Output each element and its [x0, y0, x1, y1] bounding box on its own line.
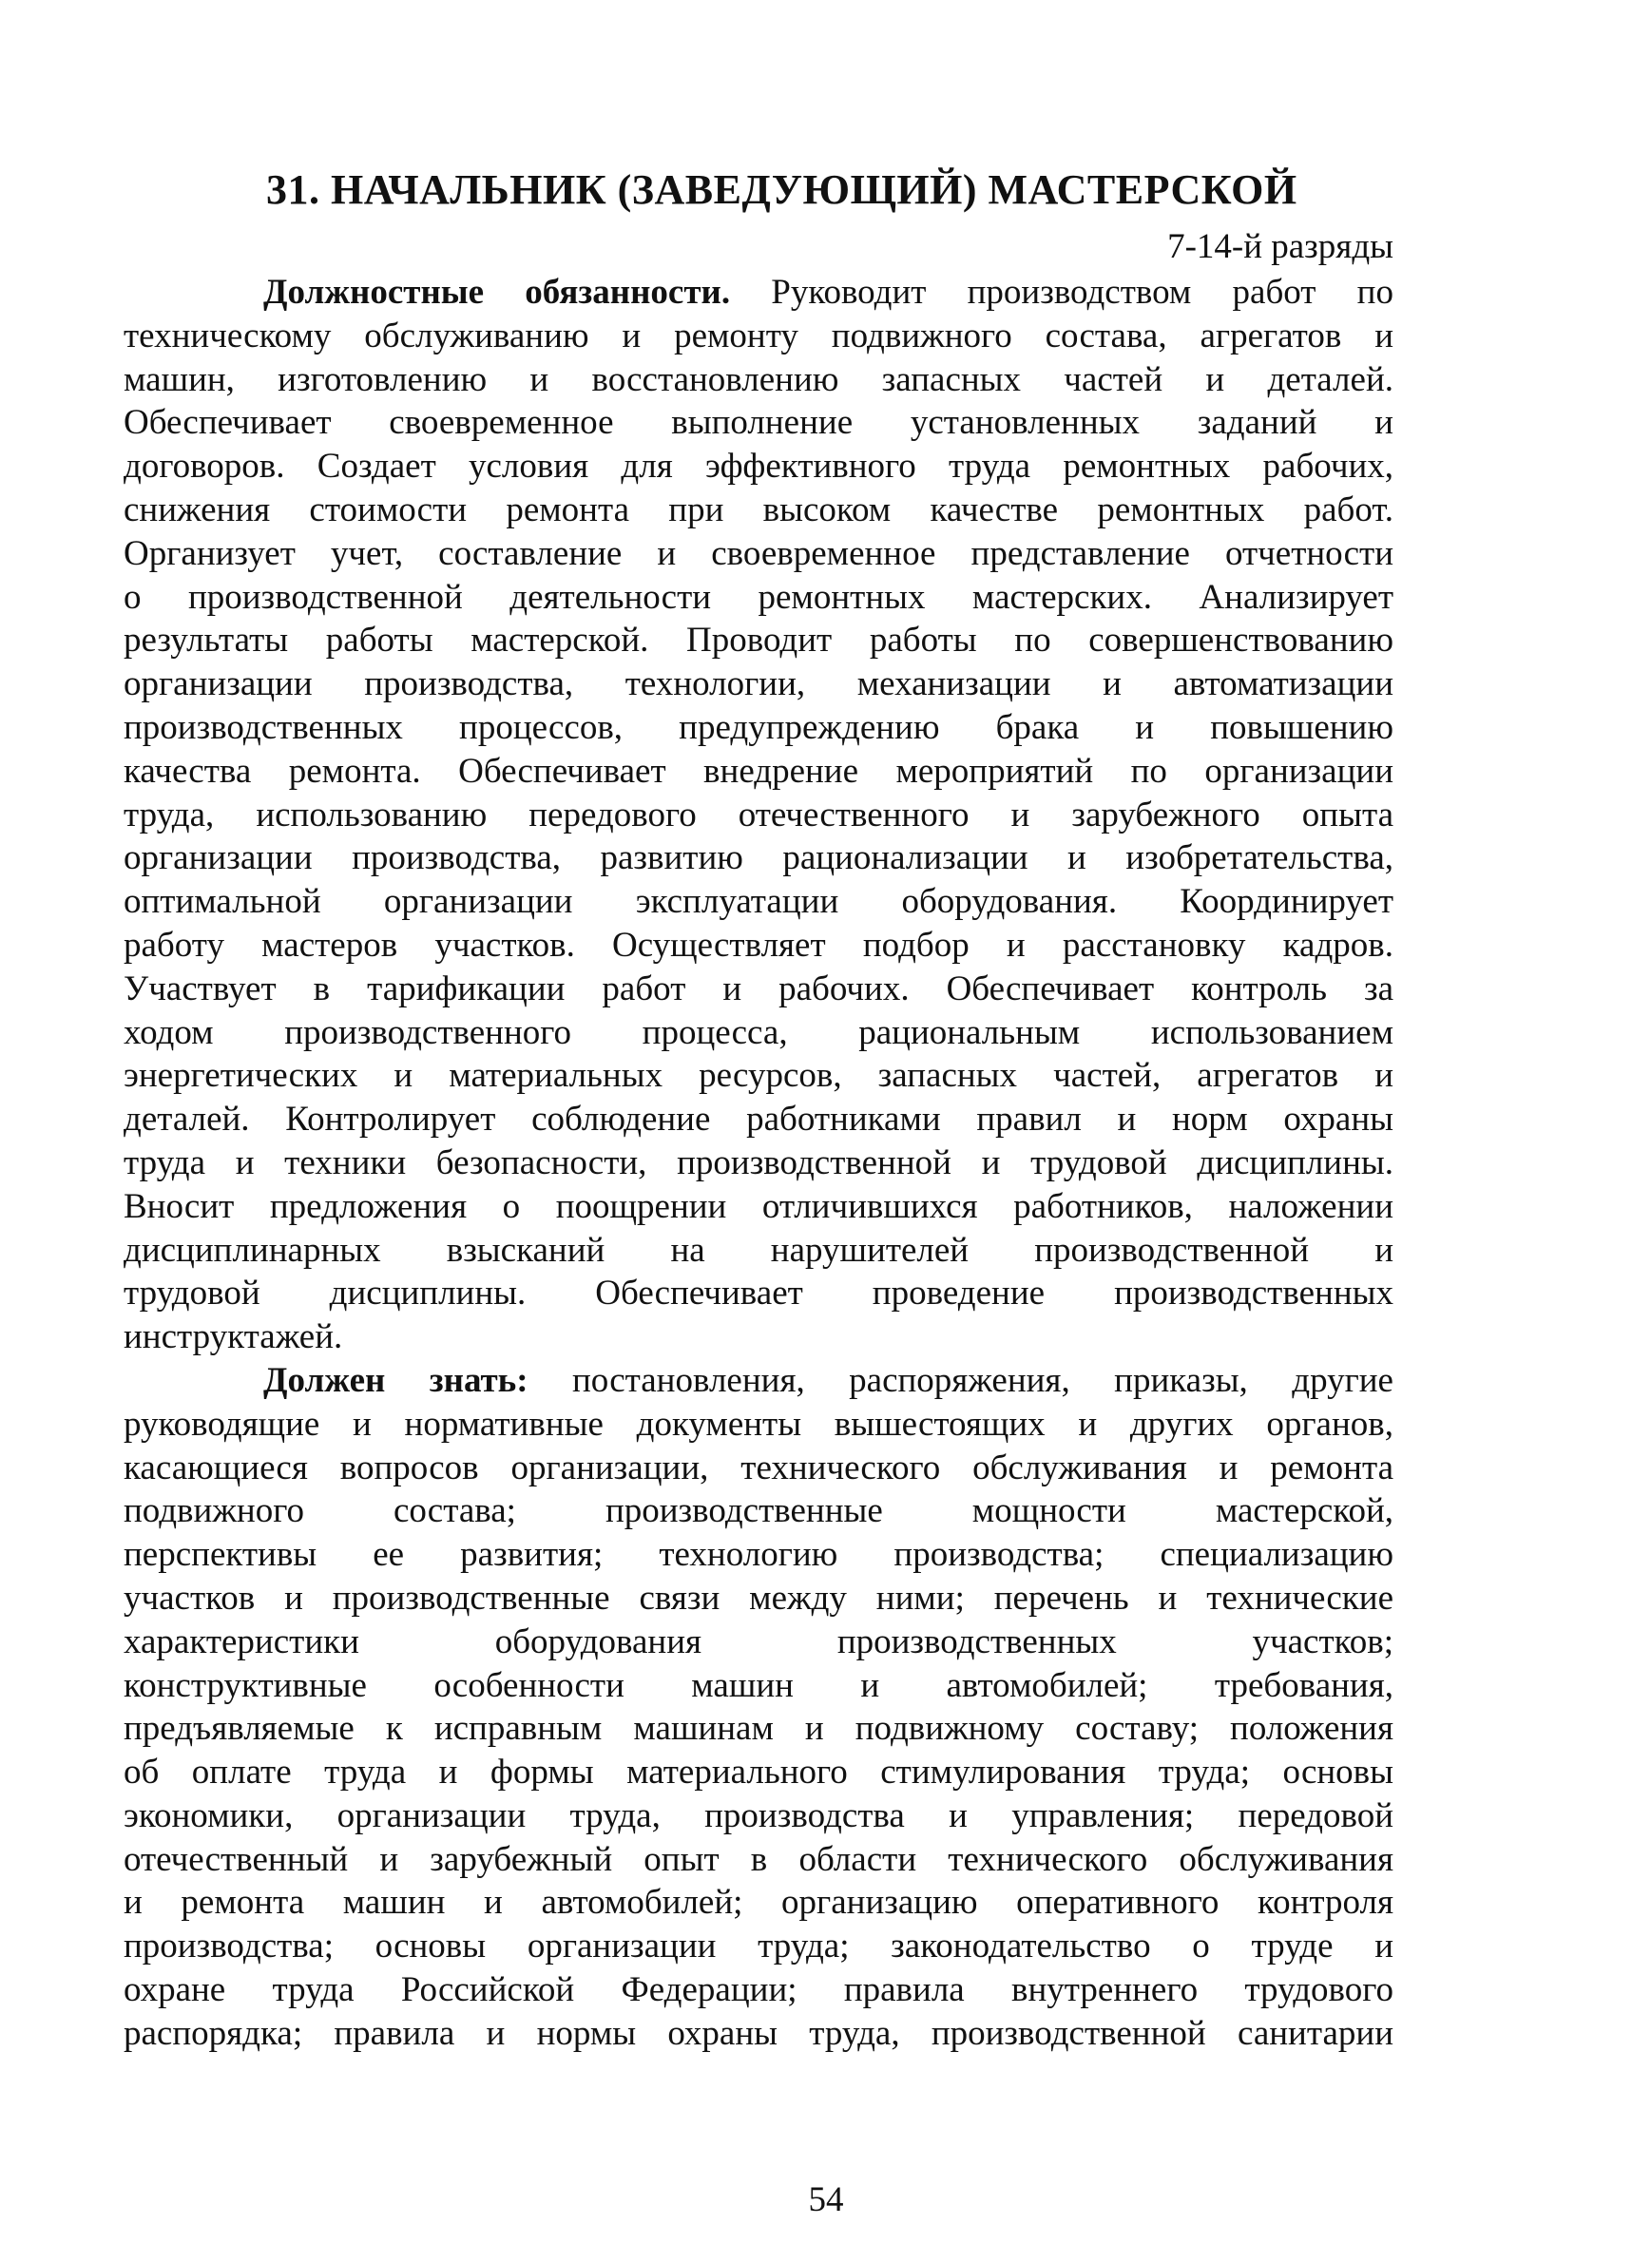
- paragraph-text: Руководит производством работ по: [730, 273, 1393, 312]
- grade-range: 7-14-й разряды: [1167, 227, 1393, 266]
- paragraph-line: охране труда Российской Федерации; правила внутреннего трудового: [124, 1970, 1393, 2010]
- paragraph-line: [124, 271, 1393, 315]
- paragraph-line: результаты работы мастерской. Проводит работы по совершенствованию: [124, 621, 1393, 661]
- paragraph-line: участков и производственные связи между ними; перечень и технические: [124, 1578, 1393, 1618]
- paragraph-line: об оплате труда и формы материального стимулирования труда; основы: [124, 1753, 1393, 1793]
- paragraph-line: Обеспечивает своевременное выполнение установленных заданий и: [124, 403, 1393, 443]
- paragraph-line: конструктивные особенности машин и автомобилей; требования,: [124, 1665, 1393, 1705]
- paragraph-line: работу мастеров участков. Осуществляет подбор и расстановку кадров.: [124, 925, 1393, 965]
- paragraph-line: о производственной деятельности ремонтных мастерских. Анализирует: [124, 577, 1393, 617]
- paragraph-line: экономики, организации труда, производства и управления; передовой: [124, 1795, 1393, 1835]
- paragraph-line: ходом производственного процесса, рациональным использованием: [124, 1012, 1393, 1052]
- paragraph-line: предъявляемые к исправным машинам и подвижному составу; положения: [124, 1709, 1393, 1749]
- paragraph-line: труда и техники безопасности, производственной и трудовой дисциплины.: [124, 1142, 1393, 1182]
- paragraph-line: и ремонта машин и автомобилей; организацию оперативного контроля: [124, 1883, 1393, 1923]
- paragraph-line: производственных процессов, предупреждению брака и повышению: [124, 707, 1393, 747]
- paragraph-line: руководящие и нормативные документы вышестоящих и других органов,: [124, 1404, 1393, 1444]
- paragraph-line: производства; основы организации труда; законодательство о труде и: [124, 1927, 1393, 1966]
- paragraph-line: характеристики оборудования производственных участков;: [124, 1621, 1393, 1661]
- paragraph-line: техническому обслуживанию и ремонту подвижного состава, агрегатов и: [124, 316, 1393, 355]
- paragraph-line: Организует учет, составление и своевременное представление отчетности: [124, 533, 1393, 573]
- paragraph-line: отечественный и зарубежный опыт в области технического обслуживания: [124, 1839, 1393, 1879]
- paragraph-line: Вносит предложения о поощрении отличившихся работников, наложении: [124, 1186, 1393, 1226]
- paragraph-line: касающиеся вопросов организации, технического обслуживания и ремонта: [124, 1448, 1393, 1487]
- page-number: 54: [808, 2180, 844, 2219]
- paragraph-line: деталей. Контролирует соблюдение работниками правил и норм охраны: [124, 1100, 1393, 1140]
- paragraph-line: [124, 1359, 1393, 1403]
- paragraph-line: труда, использованию передового отечественного и зарубежного опыта: [124, 795, 1393, 834]
- paragraph-line: дисциплинарных взысканий на нарушителей производственной и: [124, 1230, 1393, 1270]
- paragraph-line: инструктажей.: [124, 1317, 343, 1357]
- body-text: [124, 271, 1393, 2056]
- paragraph-line: организации производства, технологии, механизации и автоматизации: [124, 664, 1393, 704]
- paragraph-line: организации производства, развитию рационализации и изобретательства,: [124, 838, 1393, 878]
- paragraph-line: качества ремонта. Обеспечивает внедрение мероприятий по организации: [124, 751, 1393, 791]
- paragraph-line: Участвует в тарификации работ и рабочих. Обеспечивает контроль за: [124, 969, 1393, 1008]
- paragraph-line: перспективы ее развития; технологию производства; специализацию: [124, 1535, 1393, 1575]
- paragraph-line: распорядка; правила и нормы охраны труда, производственной санитарии: [124, 2013, 1393, 2053]
- duties-label: Должностные обязанности.: [263, 273, 731, 312]
- section-heading: 31. НАЧАЛЬНИК (ЗАВЕДУЮЩИЙ) МАСТЕРСКОЙ: [266, 166, 1297, 213]
- paragraph-line: подвижного состава; производственные мощности мастерской,: [124, 1491, 1393, 1531]
- paragraph-line: договоров. Создает условия для эффективного труда ремонтных рабочих,: [124, 447, 1393, 487]
- paragraph-text: постановления, распоряжения, приказы, другие: [528, 1360, 1393, 1400]
- paragraph-line: трудовой дисциплины. Обеспечивает проведение производственных: [124, 1274, 1393, 1314]
- paragraph-line: снижения стоимости ремонта при высоком качестве ремонтных работ.: [124, 489, 1393, 529]
- paragraph-line: энергетических и материальных ресурсов, запасных частей, агрегатов и: [124, 1056, 1393, 1096]
- knowledge-label: Должен знать:: [263, 1360, 528, 1400]
- paragraph-line: машин, изготовлению и восстановлению запасных частей и деталей.: [124, 359, 1393, 399]
- paragraph-line: оптимальной организации эксплуатации оборудования. Координирует: [124, 882, 1393, 922]
